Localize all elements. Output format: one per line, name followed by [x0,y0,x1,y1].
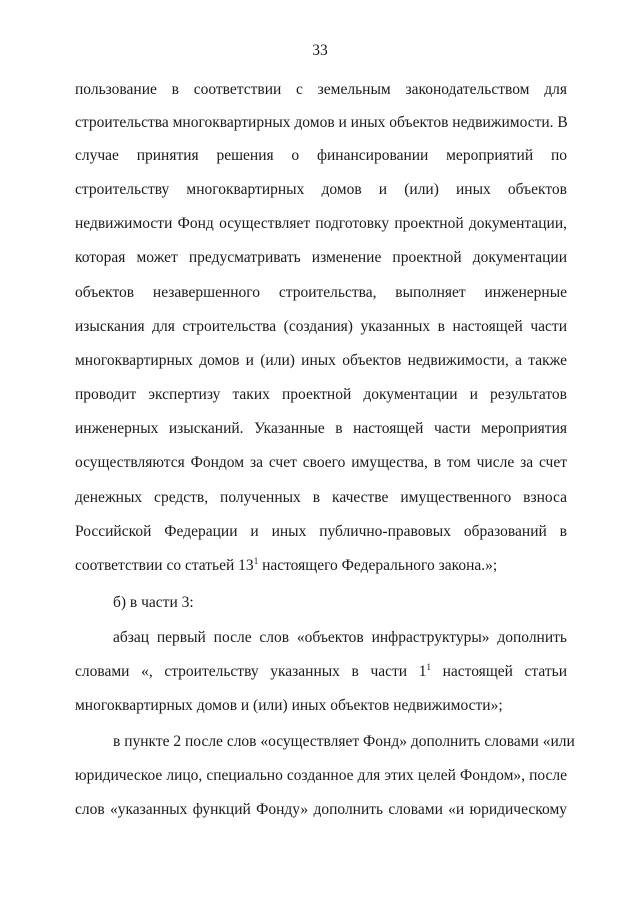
text-fragment: настоящего Федерального закона.»; [258,557,498,574]
text-line: осуществляются Фондом за счет своего имущества, в том числе за счет [75,454,567,471]
text-line: юридическое лицо, специально созданное для этих целей Фондом», после [75,767,567,784]
page-number: 33 [312,42,328,59]
text-line: случае принятия решения о финансировании мероприятий по [75,147,567,164]
text-line: строительства многоквартирных домов и иных объектов недвижимости. В [75,114,568,131]
text-line: инженерных изысканий. Указанные в настоящей части мероприятия [75,420,567,437]
text-fragment: настоящей статьи [430,663,568,680]
text-line: недвижимости Фонд осуществляет подготовку проектной документации, [75,215,567,232]
text-fragment: словами «, строительству указанных в части 1 [75,663,427,680]
text-line: проводит экспертизу таких проектной документации и результатов [75,386,567,403]
text-line-with-superscript [75,662,567,682]
text-line: объектов незавершенного строительства, выполняет инженерные [75,284,567,301]
text-line: Российской Федерации и иных публично-правовых образований в [75,523,567,540]
text-line: многоквартирных домов и (или) иных объектов недвижимости»; [75,697,503,714]
text-line: изыскания для строительства (создания) указанных в настоящей части [75,318,567,335]
text-line: строительству многоквартирных домов и (или) иных объектов [75,181,567,198]
superscript: 1 [426,661,431,672]
text-line: пользование в соответствии с земельным законодательством для [75,81,567,98]
text-line: многоквартирных домов и (или) иных объектов недвижимости, а также [75,352,567,369]
text-line: абзац первый после слов «объектов инфраструктуры» дополнить [113,629,567,646]
text-line: которая может предусматривать изменение проектной документации [75,249,567,266]
superscript: 1 [253,555,259,566]
text-line: слов «указанных функций Фонду» дополнить словами «и юридическому [75,801,567,818]
text-line: б) в части 3: [113,594,194,611]
text-fragment: соответствии со статьей 13 [75,557,254,574]
text-line: денежных средств, полученных в качестве имущественного взноса [75,489,567,506]
text-line: в пункте 2 после слов «осуществляет Фонд» дополнить словами «или [113,733,575,750]
text-line-with-superscript [75,556,567,576]
